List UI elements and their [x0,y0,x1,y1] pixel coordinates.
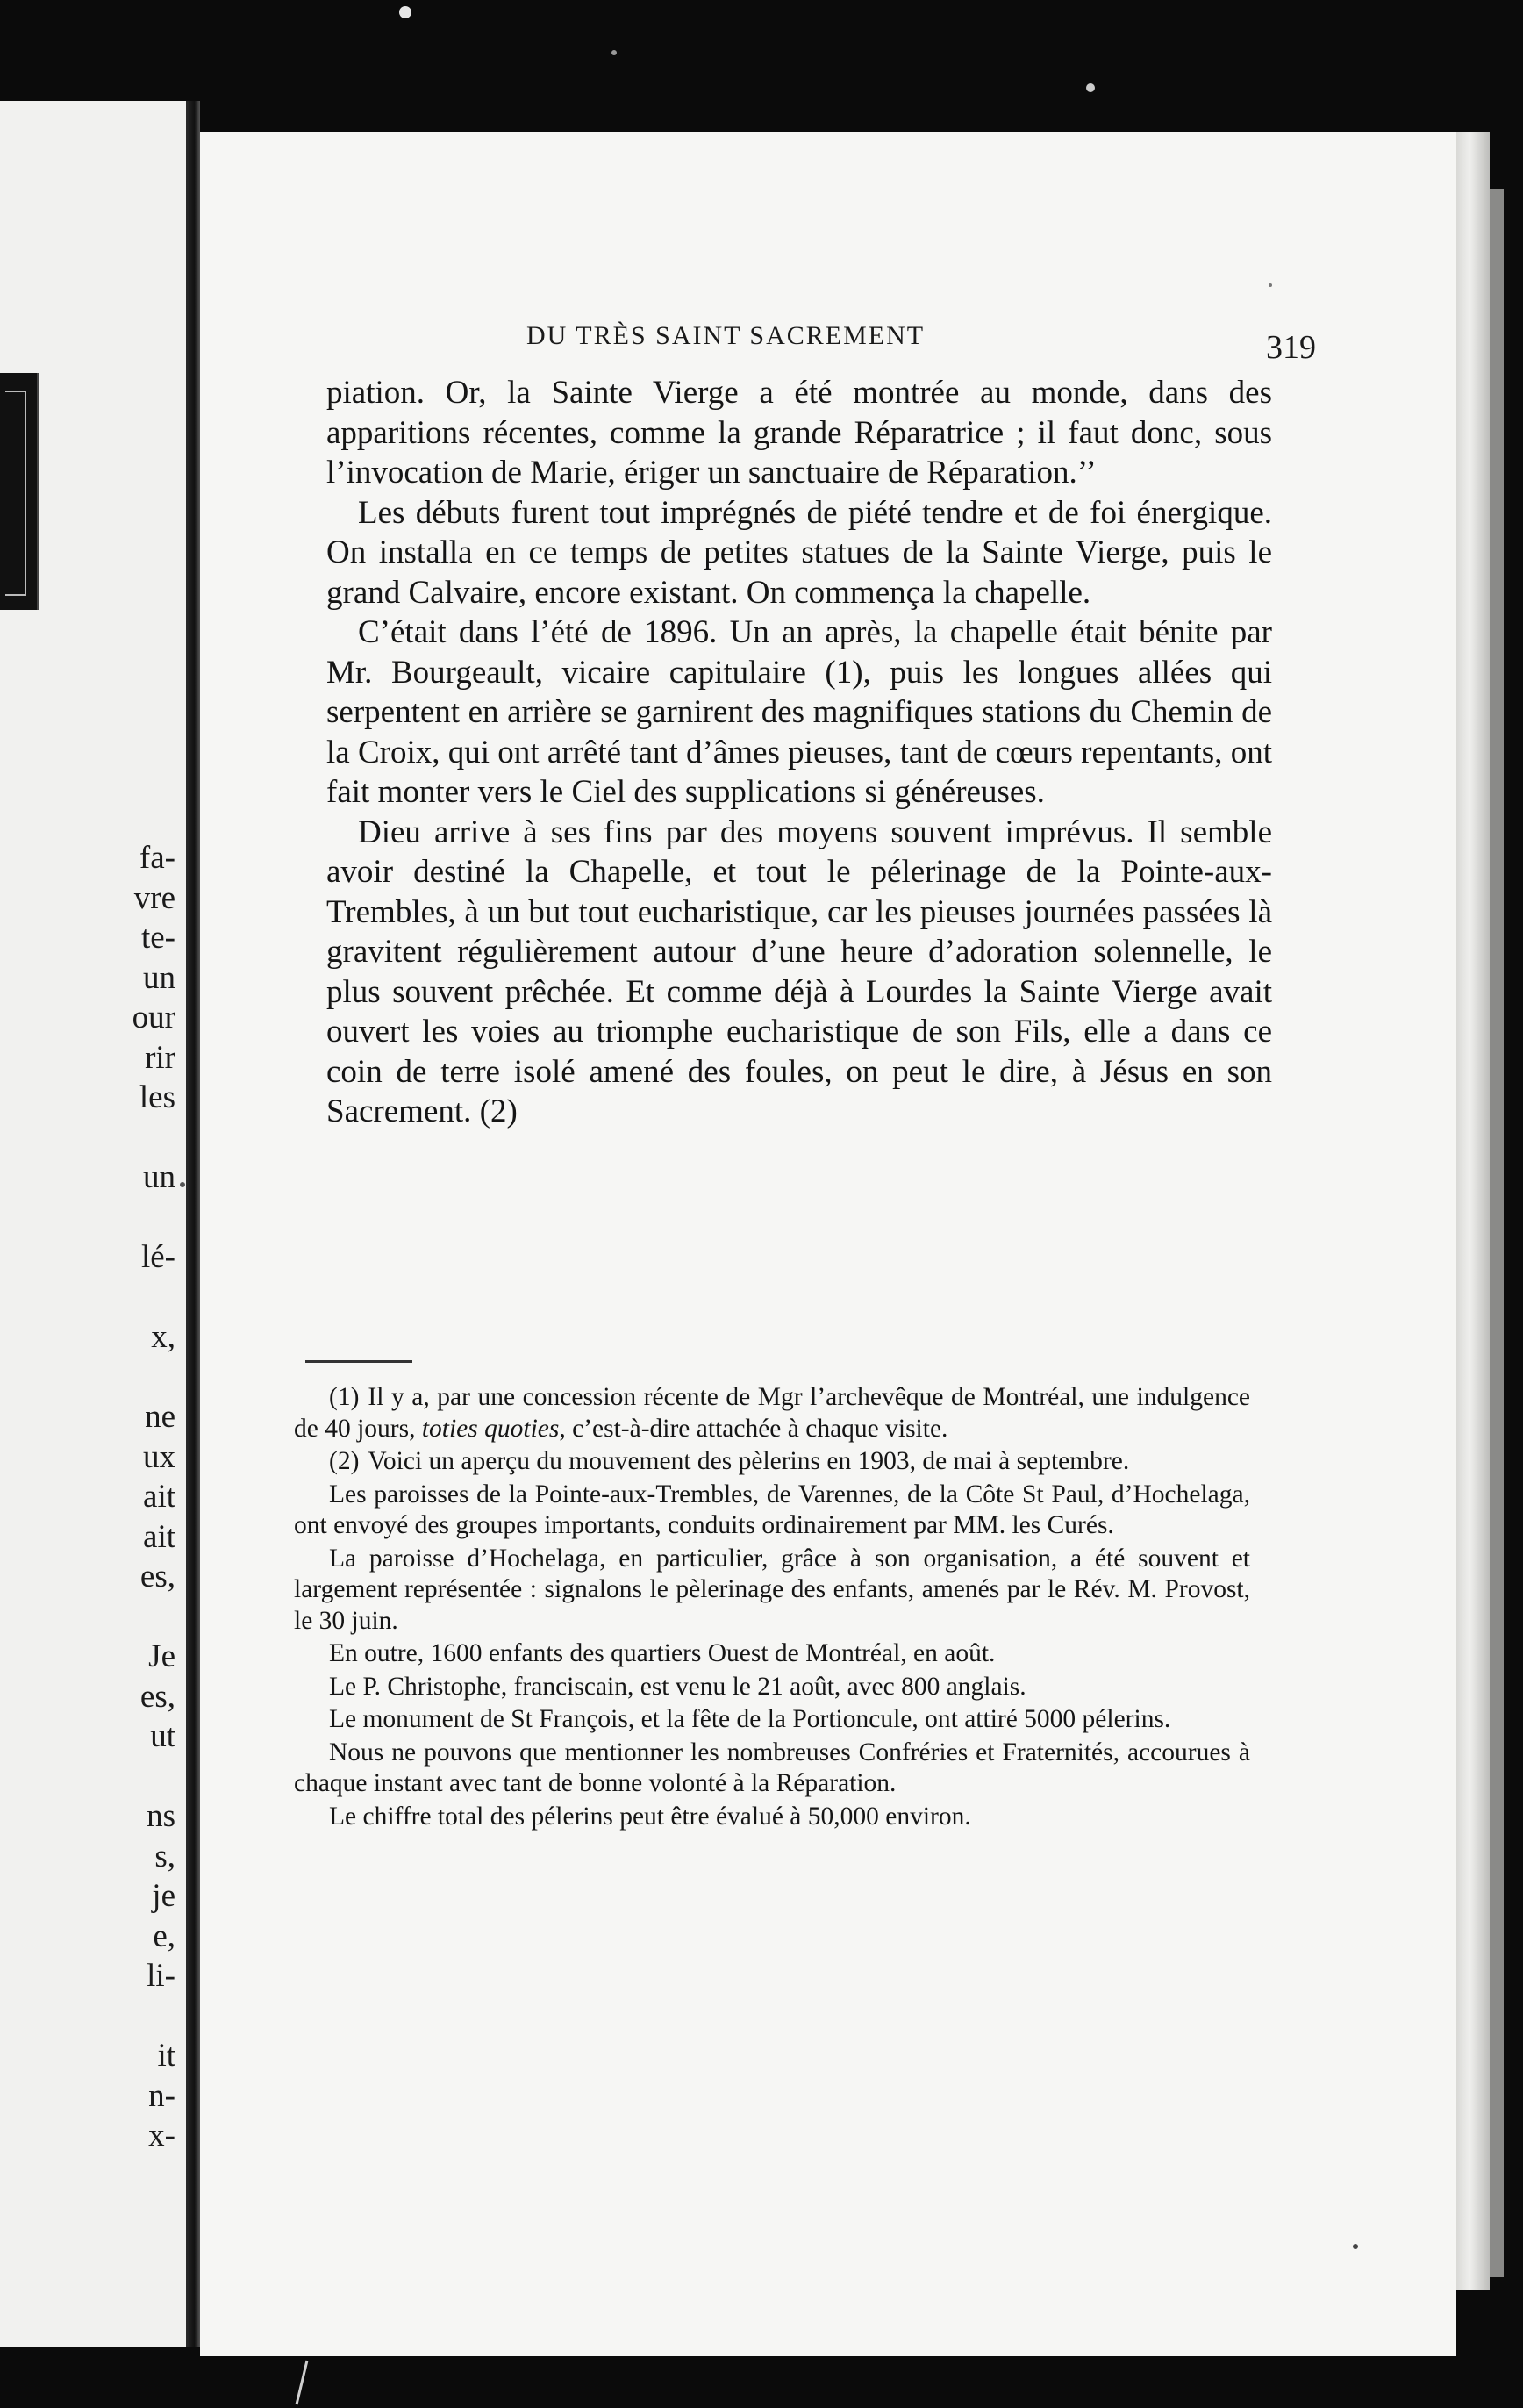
left-fragment [105,1358,175,1398]
left-fragment: our [132,1000,175,1036]
footnote [294,1446,1250,1478]
footnote-marker: (2) [329,1447,360,1475]
left-fragment: it [157,2038,175,2074]
left-fragment [105,1278,175,1318]
footnote-text: Les paroisses de la Pointe-aux-Trembles, de Varennes, de la Côte St Paul, d’Hochelaga, ont envoyé des groupes importants, conduits ordinairement par MM. les Curés. [294,1480,1250,1539]
left-fragment: je [152,1878,175,1914]
footnotes [294,1382,1250,1834]
book-gutter [186,101,200,2347]
left-fragment [105,1597,175,1638]
left-page [0,101,186,2347]
left-fragment: ux [143,1438,175,1475]
footnote [294,1672,1250,1703]
left-fragment: un [143,1159,175,1195]
left-fragment: ut [150,1718,175,1754]
footnote-text: Le chiffre total des pélerins peut être évalué à 50,000 environ. [329,1802,971,1831]
left-fragment: ait [143,1479,175,1515]
footnote [294,1638,1250,1670]
paragraph: piation. Or, la Sainte Vierge a été montrée au monde, dans des apparitions récentes, comme la grande Réparatrice ; il faut donc, sous l’invocation de Marie, ériger un sanctuaire de Réparation.’’ [326,375,1272,491]
left-fragment: e, [153,1917,175,1954]
footnote-text: Nous ne pouvons que mentionner les nombreuses Confréries et Fraternités, accourues à chaque instant avec tant de bonne volonté à la Réparation. [294,1738,1250,1797]
left-fragment: es, [139,1678,175,1715]
left-fragment: x, [151,1319,175,1355]
left-fragment: te- [140,920,175,956]
left-fragment: ns [147,1798,175,1834]
paragraph: C’était dans l’été de 1896. Un an après, la chapelle était bénite par Mr. Bourgeault, vicaire capitulaire (1), puis les longues allées qui serpentent en arrière se garnirent des magnifiques stations du Chemin de la Croix, qui ont arrêté tant d’âmes pieuses, tant de cœurs repentants, ont fait monter vers le Ciel des supplications si généreuses. [326,614,1272,810]
left-fragment [105,1996,175,2037]
page-number: 319 [1266,329,1316,366]
body-text [326,373,1272,1132]
left-fragment: fa- [139,840,175,876]
left-fragment: ne [145,1399,175,1435]
left-fragment: li- [147,1958,175,1994]
left-fragment: lé- [140,1239,175,1275]
left-fragment: n- [148,2077,175,2114]
footnote [294,1480,1250,1542]
footnote-text: Le P. Christophe, franciscain, est venu le 21 août, avec 800 anglais. [329,1672,1026,1701]
left-page-text-fragments [105,838,175,2156]
footnote-text: Il y a, par une concession récente de Mgr l’archevêque de Montréal, une indulgence de 40 jours, [294,1383,1250,1443]
speck [611,50,617,55]
left-fragment: les [139,1079,175,1115]
running-head: DU TRÈS SAINT SACREMENT [526,321,926,350]
paragraph: Dieu arrive à ses fins par des moyens souvent imprévus. Il semble avoir destiné la Chapelle, et tout le pélerinage de la Pointe-aux-Trembles, à un but tout eucharistique, car les pieuses journées passées là gravitent régulièrement autour d’une heure d’adoration solennelle, le plus souvent prêchée. Et comme déjà à Lourdes la Sainte Vierge avait ouvert les voies au triomphe eucharistique de son Fils, elle a dans ce coin de terre isolé amené des foules, on peut le dire, à Jésus en son Sacrement. (2) [326,813,1272,1129]
left-fragment: s, [154,1838,175,1874]
footnote-italic: toties quoties [421,1414,560,1443]
speck [1086,83,1095,92]
left-fragment: x- [148,2118,175,2154]
left-fragment: Je [148,1638,175,1674]
speck [399,6,411,18]
footnote [294,1802,1250,1833]
left-fragment: vre [133,879,175,916]
footnote-text: , c’est-à-dire attachée à chaque visite. [559,1414,948,1443]
left-fragment: rir [145,1039,175,1076]
left-fragment: es, [139,1559,175,1595]
left-fragment: un [143,959,175,996]
footnote [294,1382,1250,1444]
page-edge [1456,132,1490,2290]
footnote [294,1738,1250,1800]
footnote-marker: (1) [329,1383,360,1411]
paragraph: Les débuts furent tout imprégnés de piété tendre et de foi énergique. On installa en ce temps de petites statues de la Sainte Vierge, puis le grand Calvaire, encore existant. On commença la chapelle. [326,494,1272,611]
footnote-text: Le monument de St François, et la fête de la Portioncule, ont attiré 5000 pélerins. [329,1705,1171,1733]
footnote-text: Voici un aperçu du mouvement des pèlerins en 1903, de mai à septembre. [368,1447,1130,1475]
footnote-text: La paroisse d’Hochelaga, en particulier, grâce à son organisation, a été souvent et largement représentée : signalons le pèlerinage des enfants, amenés par le Rév. M. Provost, le 30 juin. [294,1544,1250,1635]
left-page-ornament [0,373,39,610]
footnote [294,1544,1250,1638]
left-fragment: ait [143,1518,175,1555]
speck [297,2361,307,2404]
page-header [526,316,1316,369]
left-fragment [105,1118,175,1158]
footnote [294,1704,1250,1736]
footnote-text: En outre, 1600 enfants des quartiers Ouest de Montréal, en août. [329,1639,996,1667]
footnote-separator [305,1360,412,1363]
left-fragment [105,1198,175,1238]
page-edge-shadow [1490,189,1504,2277]
left-fragment [105,1757,175,1797]
